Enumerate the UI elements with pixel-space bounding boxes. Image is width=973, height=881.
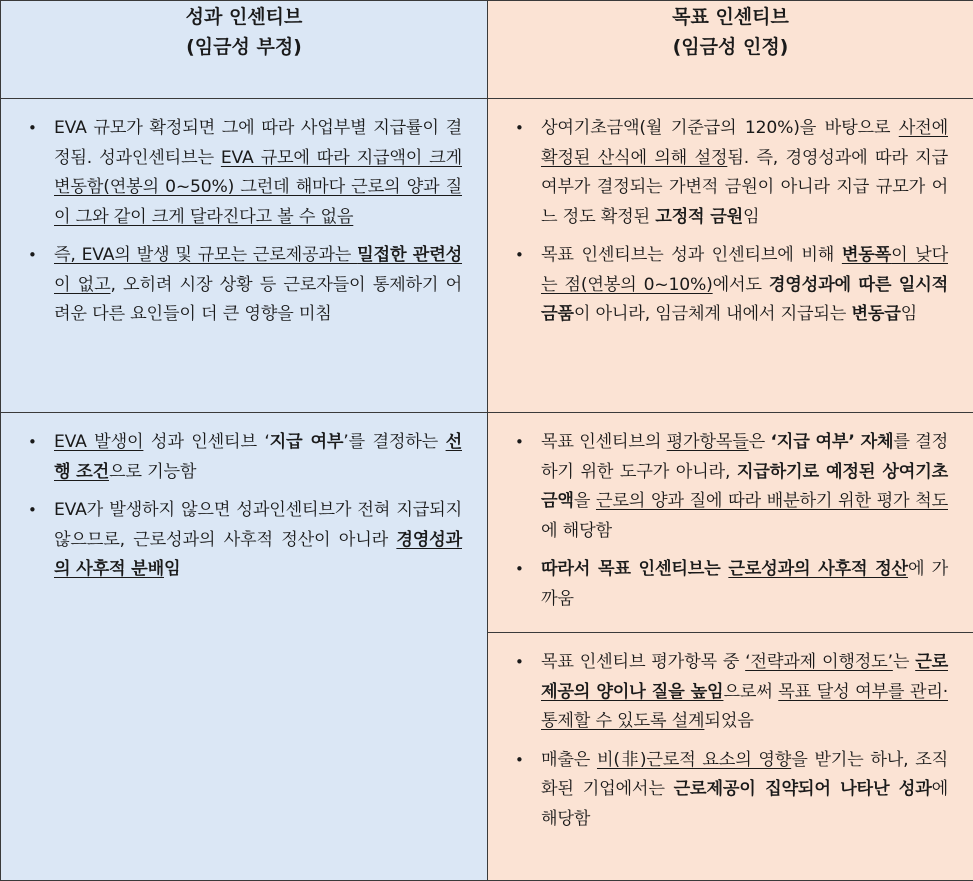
text-run: 에 해당함	[541, 521, 612, 541]
text-run: 임	[901, 304, 917, 324]
row2-right-cell	[488, 413, 973, 633]
text-run: 근로제공의 양이나 질을 높임	[541, 652, 948, 702]
text-run: 되었음	[704, 711, 753, 731]
text-run: 평가항목들	[667, 432, 749, 452]
row2-right-list	[489, 414, 972, 631]
row3-right-cell	[488, 633, 973, 881]
text-run: EVA 규모에 따라 지급액이 크게 변동함(연봉의 0~50%) 그런데 해마다 근로의 양과 질이 그와 같이 크게 달라진다고 볼 수 없음	[54, 148, 462, 227]
row2-left-cell	[1, 413, 488, 881]
row1-left-list	[2, 100, 486, 347]
text-run: 고정적 금원	[655, 207, 743, 227]
text-run: 목표 달성 여부를 관리·통제할 수 있도록 설계	[541, 682, 948, 732]
text-run: 지급하기로 예정된 상여기초금액	[541, 462, 948, 512]
text-run: ‘지급 여부’ 자체	[770, 432, 893, 452]
bullet-item	[541, 241, 948, 330]
text-run: 에서도	[713, 275, 769, 295]
text-run: 사전에 확정된 산식에 의해 설정	[541, 118, 948, 168]
text-run: 근로의 양과 질에 따라 배분하기 위한 평가 척도	[596, 491, 948, 511]
text-run: ’를 결정하는	[343, 432, 445, 452]
header-right-subtitle: (임금성 인정)	[489, 32, 972, 62]
text-run: 근로성과의 사후적 정산	[728, 559, 908, 579]
text-run: 매출은	[541, 750, 597, 770]
text-run: 즉, EVA의 발생 및 규모는 근로제공과는	[54, 245, 357, 265]
text-run: 경영성과에 따른 일시적 금품	[541, 275, 948, 325]
text-run: 을	[574, 491, 596, 511]
bullet-item	[54, 114, 462, 232]
text-run: 경영성과의 사후적 분배	[54, 530, 462, 580]
text-run: 밀접한 관련성	[357, 245, 462, 265]
text-run: 목표 인센티브의	[541, 432, 667, 452]
text-run: 목표 인센티브는 성과 인센티브에 비해	[541, 245, 842, 265]
bullet-item	[541, 428, 948, 546]
text-run: 변동폭	[842, 245, 891, 265]
text-run: 됨. 즉, 경영성과에 따라 지급 여부가 결정되는 가변적 금원이 아니라 지급 규모가 어느 정도 확정된	[541, 148, 948, 227]
text-run: 은	[749, 432, 771, 452]
text-run: 따라서 목표 인센티브는	[541, 559, 728, 579]
text-run: 변동급	[851, 304, 900, 324]
row2-left-list	[2, 414, 486, 602]
row1-left-cell	[1, 99, 488, 413]
text-run: EVA가 발생하지 않으면 성과인센티브가 전혀 지급되지 않으므로, 근로성과의 사후적 정산이 아니라	[54, 500, 462, 550]
bullet-item	[54, 496, 462, 585]
header-right-title: 목표 인센티브	[489, 2, 972, 32]
text-run: 선행 조건	[54, 432, 462, 482]
text-run: , 오히려 시장 상황 등 근로자들이 통제하기 어려운 다른 요인들이 더 큰 영향을 미침	[54, 275, 462, 325]
text-run: 지급 여부	[270, 432, 344, 452]
bullet-item	[541, 114, 948, 232]
row1-right-cell	[488, 99, 973, 413]
header-target-incentive	[488, 1, 973, 99]
text-run: 근로제공이 집약되어 나타난 성과	[674, 779, 932, 799]
text-run: 이 아니라, 임금체계 내에서 지급되는	[574, 304, 852, 324]
text-run: 으로 기능함	[109, 462, 196, 482]
text-run: 임	[743, 207, 759, 227]
text-run: 이 낮다는 점(연봉의 0~10%)	[541, 245, 948, 295]
row3-right-list	[489, 634, 972, 851]
row1-right-list	[489, 100, 972, 347]
header-left-subtitle: (임금성 부정)	[2, 32, 486, 62]
bullet-item	[54, 241, 462, 330]
text-run: 으로써	[723, 682, 778, 702]
text-run: EVA 규모가 확정되면 그에 따라 사업부별 지급률이 결정됨. 성과인센티브는	[54, 118, 462, 168]
text-run: ‘전략과제 이행정도’	[745, 652, 893, 672]
text-run: 을 받기는 하나, 조직화된 기업에서는	[541, 750, 948, 800]
text-run: 비(非)근로적 요소의 영향	[597, 750, 791, 770]
text-run: 는	[893, 652, 915, 672]
text-run: 상여기초금액(월 기준급의 120%)을 바탕으로	[541, 118, 899, 138]
text-run: 에 가까움	[541, 559, 948, 609]
bullet-item	[541, 648, 948, 737]
bullet-item	[541, 555, 948, 614]
bullet-item	[54, 428, 462, 487]
text-run: 임	[164, 559, 180, 579]
text-run: 에 해당함	[541, 779, 948, 829]
header-left-title: 성과 인센티브	[2, 2, 486, 32]
text-run: EVA 발생이	[54, 432, 143, 452]
text-run: 목표 인센티브 평가항목 중	[541, 652, 745, 672]
bullet-item	[541, 746, 948, 835]
text-run: 를 결정하기 위한 도구가 아니라,	[541, 432, 948, 482]
text-run: 성과 인센티브 ‘	[143, 432, 269, 452]
header-performance-incentive	[1, 1, 488, 99]
text-run: 이 없고	[54, 275, 111, 295]
